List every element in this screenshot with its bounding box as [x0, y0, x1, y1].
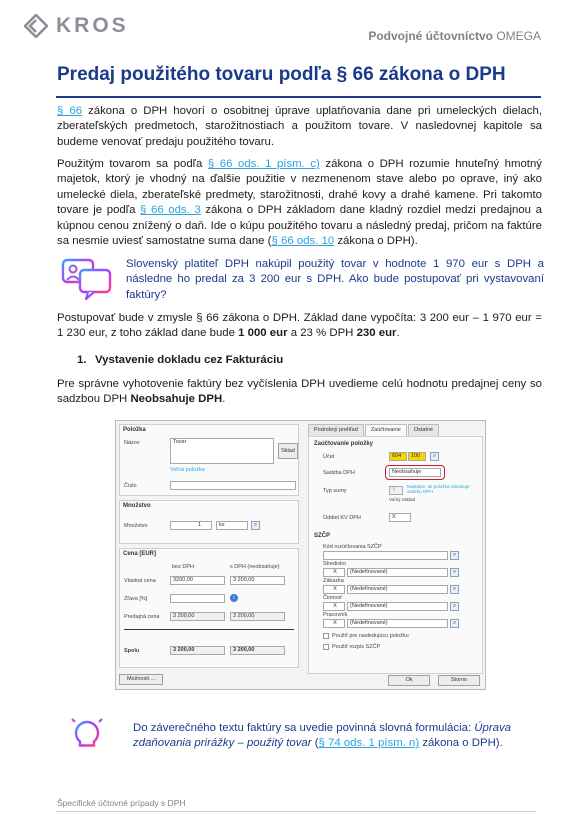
amount-type-note: Nastavte, ak položka obsahuje sadzbu DPH	[407, 484, 470, 494]
posting-title: Zaúčtovanie položky	[314, 441, 374, 447]
paragraph-calculation: Postupovať bude v zmysle § 66 zákona o DPH. Základ dane vypočíta: 3 200 eur – 1 970 eur = 1 230 eur, z toho základ dane bude 1 000 eur a 23 % DPH 230 eur.	[57, 312, 542, 340]
group-quantity-title: Množstvo	[123, 503, 151, 509]
law-link-74[interactable]: § 74 ods. 1 písm. n)	[318, 737, 420, 750]
kv-section-select[interactable]: X	[389, 513, 411, 522]
kros-logo	[24, 14, 129, 38]
own-price-gross-field[interactable]: 3 200,00	[230, 576, 285, 585]
free-base-label: Voľný základ	[389, 497, 416, 502]
account-search-icon[interactable]: ⌕	[430, 452, 439, 461]
paragraph-definition: Použitým tovarom sa podľa § 66 ods. 1 písm. c) zákona o DPH rozumie hnuteľný hmotný majetok, ktorý je vhodný na ďalšie použitie v nezmenenom stave alebo po oprave, iný ako umelecké diela, zberateľské predmety, starožitnosti, drahé kovy a drahé kamene. Pri takomto tovare je podľa § 66 ods. 3 zákona o DPH základom dane kladný rozdiel medzi predajnou a kúpnou cenou znížený o daň. Ide o kúpu použitého tovaru a následný predaj, pričom na faktúre sa nesmie uviesť samostatne suma dane (§ 66 ods. 10 zákona o DPH).	[57, 158, 543, 248]
sale-price-net-field: 3 200,00	[170, 612, 225, 621]
worker-search-icon[interactable]: ⌕	[450, 619, 459, 628]
group-price-title: Cena [EUR]	[123, 551, 157, 557]
discount-field[interactable]	[170, 594, 225, 603]
lightbulb-icon	[60, 712, 114, 760]
law-link-66-1c[interactable]: § 66 ods. 1 písm. c)	[207, 158, 320, 170]
paragraph-intro: § 66 zákona o DPH hovorí o osobitnej úprave uplatňovania dane pri umeleckých dielach, zberateľských predmetoch, starožitnostiach a použitom tovare. V nasledovnej kapitole sa budeme venovať predaju použitého tovaru.	[57, 105, 542, 148]
info-icon: i	[230, 594, 238, 602]
quantity-label: Množstvo	[124, 523, 148, 529]
footer-divider	[56, 811, 536, 812]
quantity-field[interactable]: 1	[170, 521, 212, 530]
paragraph-instruction: Pre správne vyhotovenie faktúry bez vyčíslenia DPH uvedieme celú hodnotu predajnej ceny so sadzbou DPH Neobsahuje DPH.	[57, 378, 542, 406]
warehouse-button[interactable]: Sklad	[278, 443, 298, 459]
activity-code[interactable]: X	[323, 602, 345, 611]
total-net-field: 3 200,00	[170, 646, 225, 655]
cancel-button[interactable]: Storno	[438, 675, 480, 686]
col-without-vat: bez DPH	[172, 564, 195, 570]
vat-rate-highlight	[385, 465, 445, 480]
group-item	[119, 424, 299, 496]
activity-label: Činnosť	[323, 595, 343, 601]
number-label: Číslo	[124, 483, 137, 489]
free-item-link[interactable]: Voľná položka	[170, 467, 205, 473]
order-search-icon[interactable]: ⌕	[450, 585, 459, 594]
number-field[interactable]	[170, 481, 296, 490]
group-price	[119, 548, 299, 668]
center-code[interactable]: X	[323, 568, 345, 577]
name-label: Názov	[124, 440, 140, 446]
product-name: Podvojné účtovníctvo OMEGA	[368, 29, 541, 43]
szcp-code-label: Kód rozúčtovania SZČP	[323, 544, 382, 550]
example-question: Slovenský platiteľ DPH nakúpil použitý tovar v hodnote 1 970 eur s DPH a následne ho predal za 3 200 eur s DPH. Ako bude postupovať pri vystavovaní faktúry?	[126, 258, 544, 301]
dialog-left-panel	[119, 424, 301, 684]
tab-detail[interactable]: Podrobný prehľad	[308, 424, 364, 436]
vat-rate-select[interactable]: Neobsahuje	[389, 468, 441, 477]
tab-other[interactable]: Ostatné	[408, 424, 439, 436]
group-quantity	[119, 500, 299, 544]
activity-search-icon[interactable]: ⌕	[450, 602, 459, 611]
total-label: Spolu	[124, 648, 140, 654]
tab-posting[interactable]: Zaúčtovanie	[365, 424, 407, 436]
section-title: Vystavenie dokladu cez Fakturáciu	[95, 354, 284, 366]
worker-code[interactable]: X	[323, 619, 345, 628]
order-label: Zákazka	[323, 578, 344, 584]
center-select[interactable]: (Nedefinované)	[347, 568, 448, 577]
options-button[interactable]: Možnosti ...	[119, 674, 163, 685]
center-label: Stredisko	[323, 561, 346, 567]
center-search-icon[interactable]: ⌕	[450, 568, 459, 577]
own-price-label: Vlastná cena	[124, 578, 156, 584]
sale-price-label: Predajná cena	[124, 614, 160, 620]
logo-text: KROS	[56, 14, 129, 37]
invoice-item-dialog	[115, 420, 486, 690]
activity-select[interactable]: (Nedefinované)	[347, 602, 448, 611]
name-field[interactable]: Tovar	[170, 438, 274, 464]
total-divider	[124, 629, 294, 630]
order-code[interactable]: X	[323, 585, 345, 594]
szcp-code-field[interactable]	[323, 551, 448, 560]
account-analytic-field[interactable]: 100	[408, 452, 426, 461]
unit-search-icon[interactable]: ⌕	[251, 521, 260, 530]
sale-price-gross-field: 3 200,00	[230, 612, 285, 621]
vat-rate-label: Sadzba DPH	[323, 470, 355, 476]
question-chat-icon	[60, 256, 114, 302]
law-link-66-3[interactable]: § 66 ods. 3	[140, 204, 201, 217]
page-title: Predaj použitého tovaru podľa § 66 zákona o DPH	[57, 64, 506, 85]
szcp-search-icon[interactable]: ⌕	[450, 551, 459, 560]
dialog-tabs	[308, 424, 440, 436]
own-price-net-field[interactable]: 3200,00	[170, 576, 225, 585]
discount-label: Zľava [%]	[124, 596, 148, 602]
worker-select[interactable]: (Nedefinované)	[347, 619, 448, 628]
order-select[interactable]: (Nedefinované)	[347, 585, 448, 594]
next-item-label: Použiť pre nasledujúcu položku	[332, 633, 409, 639]
unit-select[interactable]: ks	[216, 521, 248, 530]
next-item-checkbox[interactable]	[323, 633, 329, 639]
posting-panel	[308, 436, 483, 674]
kros-logo-icon	[24, 14, 48, 38]
account-label: Účet	[323, 454, 335, 460]
col-with-vat: s DPH (neobsahuje)	[230, 564, 280, 570]
ok-button[interactable]: Ok	[388, 675, 430, 686]
tip-text: Do záverečného textu faktúry sa uvedie povinná slovná formulácia: Úprava zdaňovania prirážky – použitý tovar (§ 74 ods. 1 písm. n) zákona o DPH).	[133, 722, 512, 750]
group-item-title: Položka	[123, 427, 146, 433]
section-number: 1.	[77, 354, 87, 366]
account-synthetic-field[interactable]: 604	[389, 452, 407, 461]
amount-type-label: Typ sumy	[323, 488, 347, 494]
worker-label: Pracovník	[323, 612, 348, 618]
szcp-breakdown-label: Použiť rozpis SZČP	[332, 644, 381, 650]
title-divider	[56, 96, 541, 98]
law-link-66-10[interactable]: § 66 ods. 10	[271, 235, 335, 248]
kv-section-label: Oddiel KV DPH	[323, 515, 361, 521]
szcp-breakdown-checkbox[interactable]	[323, 644, 329, 650]
amount-type-field: V	[389, 486, 403, 495]
total-gross-field: 3 200,00	[230, 646, 285, 655]
szcp-title: SZČP	[314, 533, 331, 539]
footer-text: Špecifické účtovné prípady s DPH	[57, 798, 186, 808]
law-link-66[interactable]: § 66	[57, 105, 83, 117]
